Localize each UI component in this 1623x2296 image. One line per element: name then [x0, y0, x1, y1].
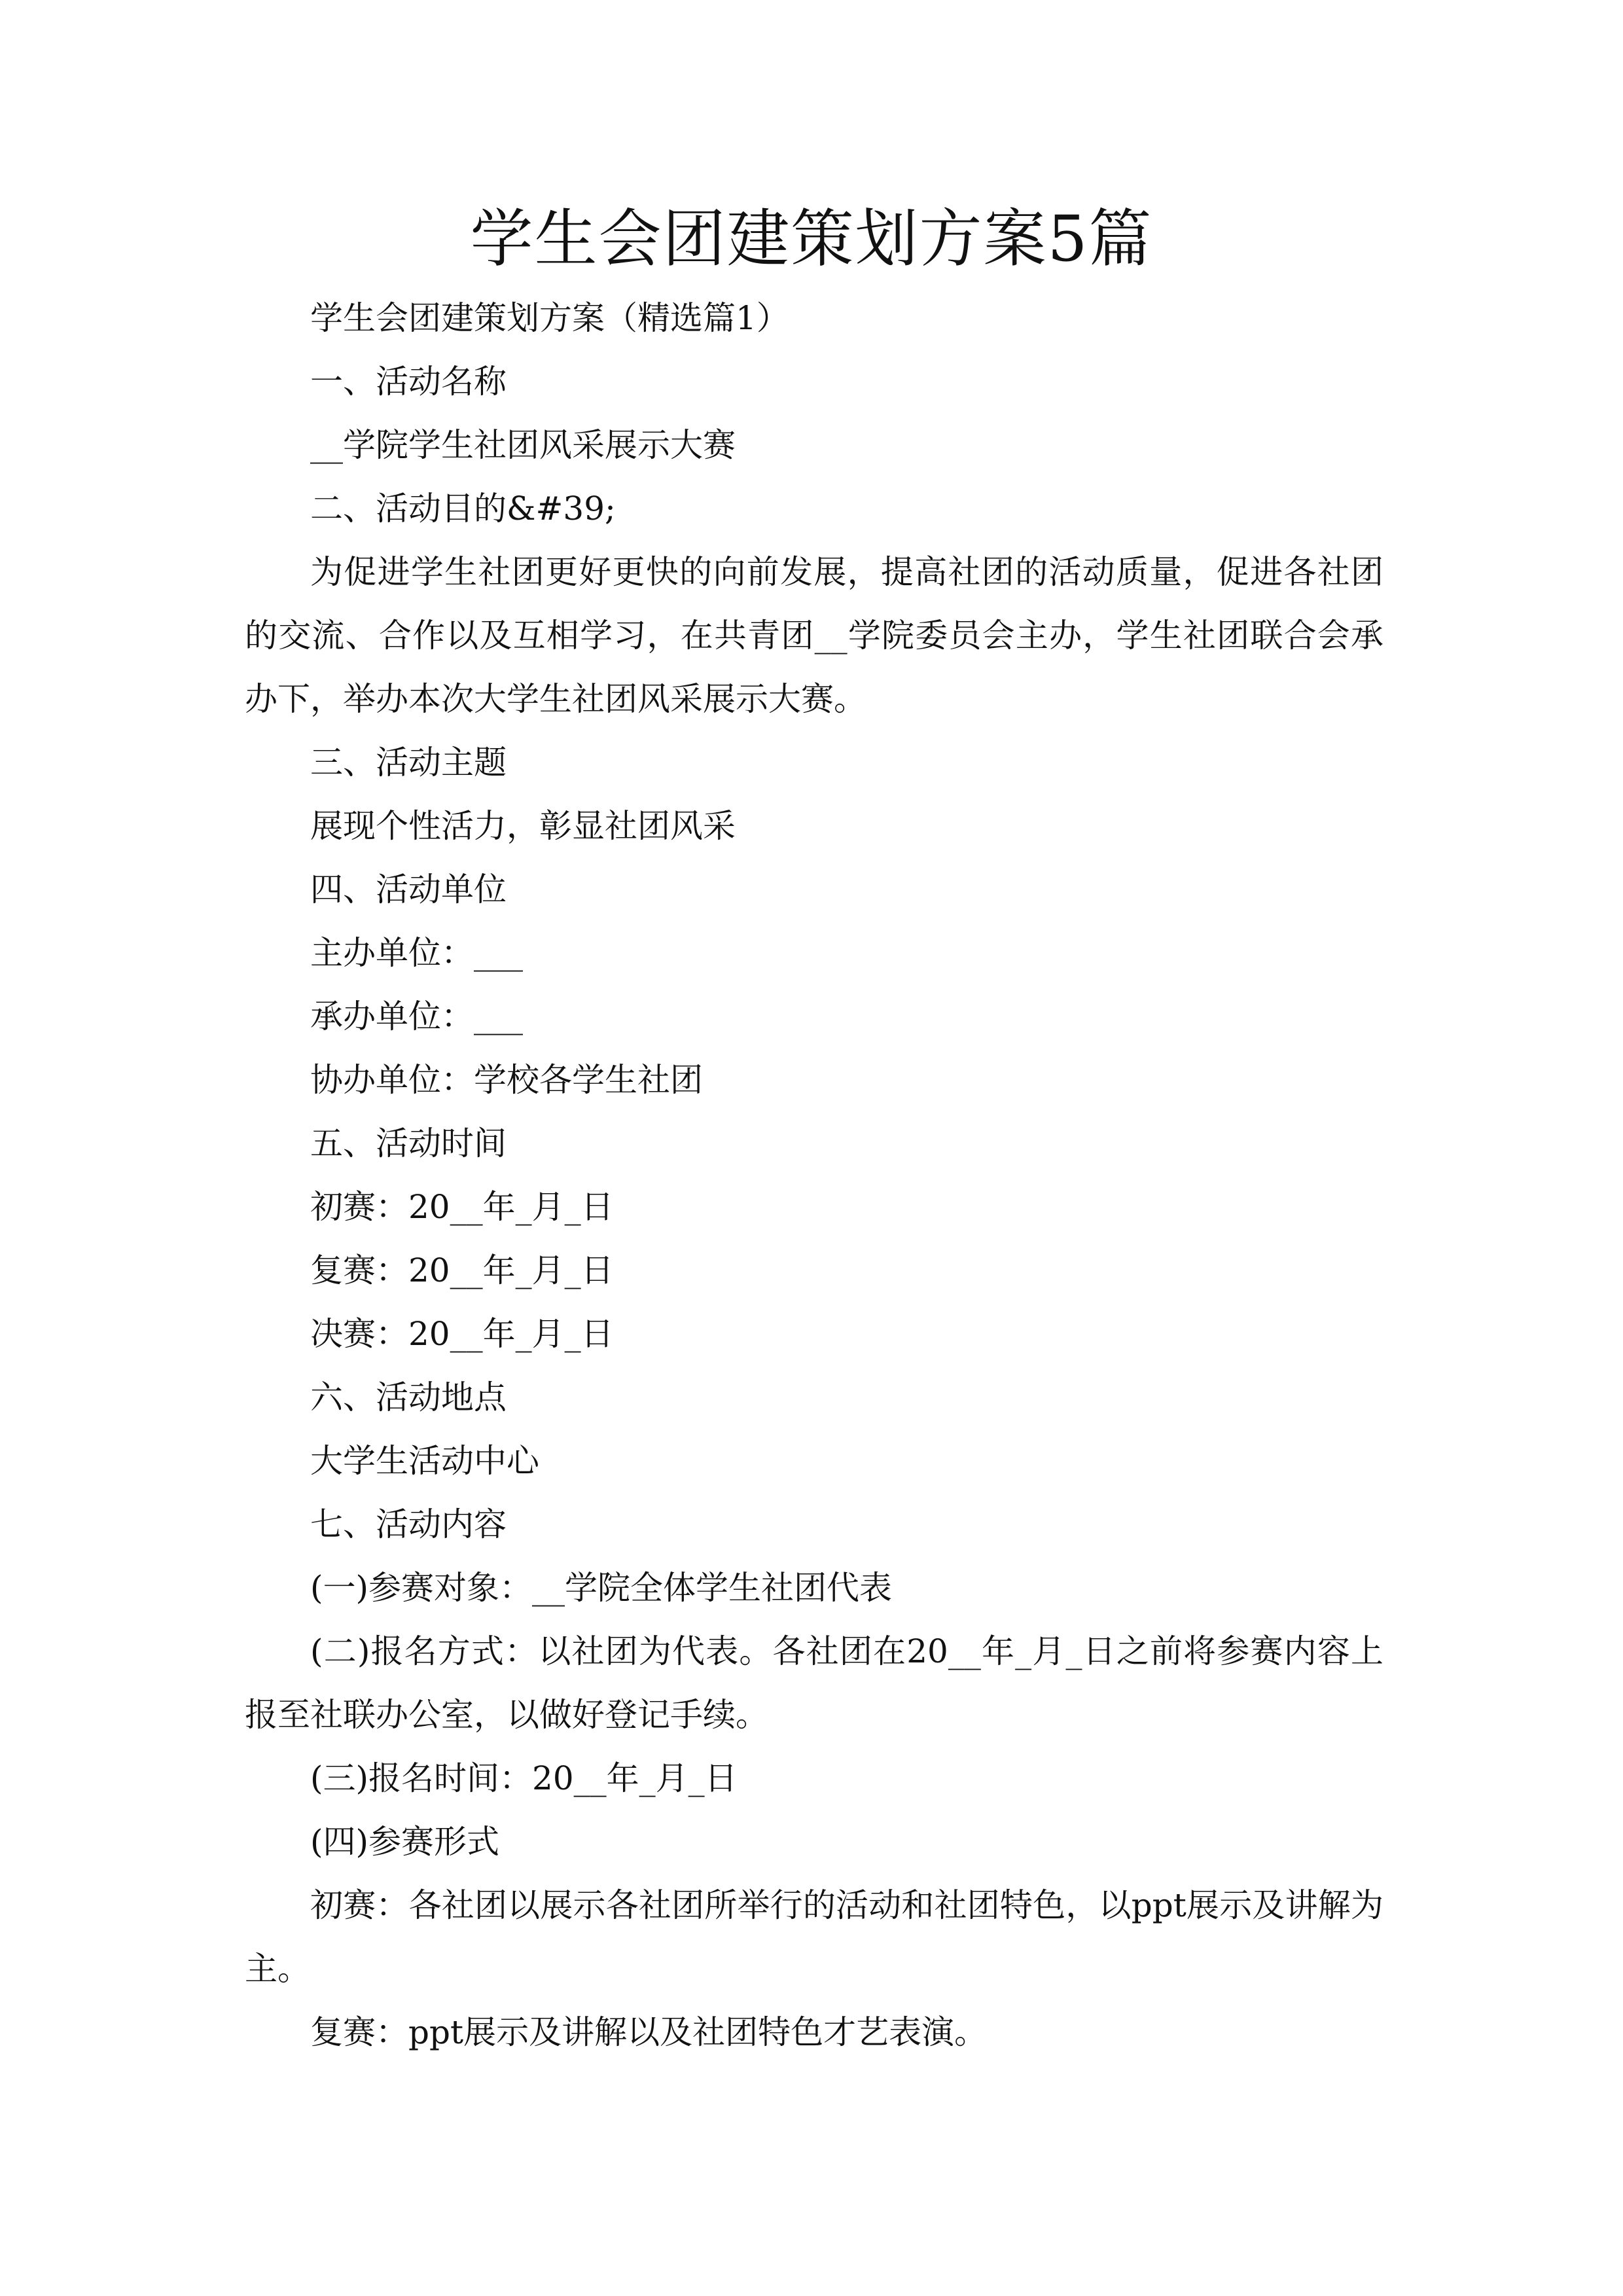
section-heading-subtitle: 学生会团建策划方案（精选篇1）: [310, 299, 789, 337]
paragraph-activity-purpose: 为促进学生社团更好更快的向前发展，提高社团的活动质量，促进各社团的交流、合作以及互相学习，在共青团__学院委员会主办，学生社团联合会承办下，举办本次大学生社团风采展示大赛。: [245, 553, 1383, 718]
paragraph-final-date: 决赛：20__年_月_日: [310, 1315, 614, 1353]
section-heading-activity-theme: 三、活动主题: [310, 744, 507, 781]
paragraph-semifinal-date: 复赛：20__年_月_日: [310, 1251, 614, 1289]
paragraph-competition-format: (四)参赛形式: [310, 1823, 500, 1861]
paragraph-activity-location: 大学生活动中心: [310, 1442, 539, 1480]
paragraph-host-unit: 主办单位：___: [310, 934, 523, 972]
paragraph-preliminary-date: 初赛：20__年_月_日: [310, 1188, 614, 1226]
section-heading-activity-location: 六、活动地点: [310, 1378, 507, 1416]
paragraph-registration-time: (三)报名时间：20__年_月_日: [310, 1759, 738, 1797]
paragraph-organizer-unit: 承办单位：___: [310, 997, 523, 1035]
paragraph-participants: (一)参赛对象：__学院全体学生社团代表: [310, 1569, 893, 1607]
section-heading-activity-time: 五、活动时间: [310, 1124, 507, 1162]
section-heading-activity-name: 一、活动名称: [310, 363, 507, 401]
section-heading-activity-purpose: 二、活动目的&#39;: [310, 490, 616, 528]
paragraph-activity-name: __学院学生社团风采展示大赛: [310, 426, 736, 464]
section-heading-activity-units: 四、活动单位: [310, 870, 507, 908]
document-title: 学生会团建策划方案5篇: [470, 202, 1153, 276]
paragraph-preliminary-format: 初赛：各社团以展示各社团所举行的活动和社团特色，以ppt展示及讲解为主。: [245, 1886, 1383, 1988]
section-heading-activity-content: 七、活动内容: [310, 1505, 507, 1543]
paragraph-co-organizer-unit: 协办单位：学校各学生社团: [310, 1061, 703, 1099]
paragraph-registration-method: (二)报名方式：以社团为代表。各社团在20__年_月_日之前将参赛内容上报至社联办公室，以做好登记手续。: [245, 1632, 1383, 1734]
document-body: [245, 287, 1383, 2064]
paragraph-semifinal-format: 复赛：ppt展示及讲解以及社团特色才艺表演。: [310, 2013, 988, 2051]
paragraph-activity-theme: 展现个性活力，彰显社团风采: [310, 807, 736, 845]
